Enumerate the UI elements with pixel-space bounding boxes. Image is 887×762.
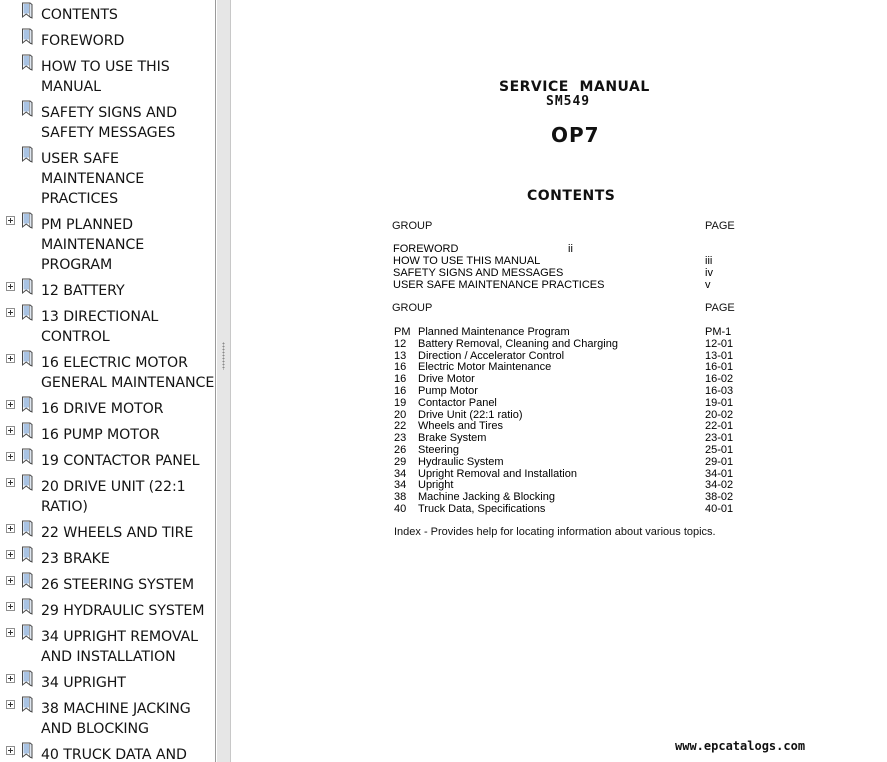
splitter-grip-icon[interactable]	[222, 342, 225, 370]
expand-plus-icon[interactable]	[6, 478, 15, 487]
front-matter-page: v	[705, 279, 711, 291]
bookmark-item[interactable]	[0, 146, 216, 212]
section-page: 13-01	[705, 350, 734, 362]
bookmark-icon	[20, 598, 34, 616]
bookmark-item[interactable]	[0, 448, 216, 474]
panel-splitter[interactable]	[217, 0, 231, 762]
section-page: 12-01	[705, 338, 734, 350]
section-title: Pump Motor	[418, 385, 478, 397]
section-page: 23-01	[705, 432, 734, 444]
bookmark-label[interactable]: 40 TRUCK DATA AND	[41, 747, 187, 762]
bookmark-label[interactable]: HOW TO USE THIS MANUAL	[41, 59, 170, 95]
bookmark-icon	[20, 422, 34, 440]
section-title: Wheels and Tires	[418, 420, 503, 432]
section-code: 20	[394, 409, 407, 421]
bookmark-icon	[20, 304, 34, 322]
bookmark-icon	[20, 2, 34, 20]
manual-number: SM549	[546, 94, 591, 109]
section-code: 40	[394, 503, 407, 515]
bookmark-item[interactable]	[0, 278, 216, 304]
bookmark-label[interactable]: 16 PUMP MOTOR	[41, 427, 160, 443]
index-note[interactable]: Index - Provides help for locating information about various topics.	[394, 526, 716, 538]
contents-heading: CONTENTS	[527, 188, 616, 204]
bookmark-icon	[20, 28, 34, 46]
bookmark-label[interactable]: 38 MACHINE JACKING AND BLOCKING	[41, 701, 191, 737]
bookmark-icon	[20, 742, 34, 760]
section-title: Direction / Accelerator Control	[418, 350, 565, 362]
section-page: 19-01	[705, 397, 734, 409]
page-header: PAGE	[705, 220, 735, 232]
bookmark-label[interactable]: PM PLANNED MAINTENANCE PROGRAM	[41, 217, 145, 273]
section-page: 38-02	[705, 491, 734, 503]
manual-title: SERVICE MANUAL	[499, 79, 650, 95]
bookmark-item[interactable]	[0, 670, 216, 696]
section-code: 16	[394, 361, 407, 373]
group-header: GROUP	[392, 220, 433, 232]
section-code: 26	[394, 444, 407, 456]
bookmark-icon	[20, 146, 34, 164]
group-header-2: GROUP	[392, 302, 433, 314]
expand-plus-icon[interactable]	[6, 400, 15, 409]
section-code: 34	[394, 479, 407, 491]
section-title: Drive Motor	[418, 373, 475, 385]
bookmark-item[interactable]	[0, 350, 216, 396]
bookmark-icon	[20, 278, 34, 296]
expand-plus-icon[interactable]	[6, 628, 15, 637]
bookmark-item[interactable]	[0, 520, 216, 546]
expand-plus-icon[interactable]	[6, 426, 15, 435]
expand-plus-icon[interactable]	[6, 674, 15, 683]
bookmark-icon	[20, 448, 34, 466]
bookmark-item[interactable]	[0, 212, 216, 278]
bookmark-label[interactable]: 22 WHEELS AND TIRE	[41, 525, 194, 541]
bookmark-icon	[20, 572, 34, 590]
section-row[interactable]	[232, 432, 887, 444]
front-matter-title: HOW TO USE THIS MANUAL	[393, 255, 541, 267]
expand-plus-icon[interactable]	[6, 524, 15, 533]
page-header-2: PAGE	[705, 302, 735, 314]
front-matter-row[interactable]	[232, 279, 887, 291]
section-title: Hydraulic System	[418, 456, 504, 468]
bookmark-icon	[20, 396, 34, 414]
section-row[interactable]	[232, 456, 887, 468]
model-name: OP7	[551, 123, 600, 147]
front-matter-page: iv	[705, 267, 713, 279]
bookmark-icon	[20, 546, 34, 564]
section-page: 34-01	[705, 468, 734, 480]
bookmark-label[interactable]: SAFETY SIGNS AND SAFETY MESSAGES	[41, 105, 177, 141]
section-page: 16-02	[705, 373, 734, 385]
bookmark-label[interactable]: 23 BRAKE	[41, 551, 110, 567]
front-matter-title: SAFETY SIGNS AND MESSAGES	[393, 267, 564, 279]
section-code: 16	[394, 385, 407, 397]
bookmark-label[interactable]: 19 CONTACTOR PANEL	[41, 453, 200, 469]
expand-plus-icon[interactable]	[6, 576, 15, 585]
front-matter-title: FOREWORD	[393, 243, 459, 255]
section-row[interactable]	[232, 326, 887, 338]
bookmark-label[interactable]: 20 DRIVE UNIT (22:1 RATIO)	[41, 479, 186, 515]
section-page: 16-03	[705, 385, 734, 397]
section-code: 19	[394, 397, 407, 409]
section-code: 34	[394, 468, 407, 480]
front-matter-title: USER SAFE MAINTENANCE PRACTICES	[393, 279, 605, 291]
bookmark-item[interactable]	[0, 742, 216, 762]
bookmark-item[interactable]	[0, 396, 216, 422]
bookmark-label[interactable]: CONTENTS	[41, 7, 118, 23]
section-title: Steering	[418, 444, 459, 456]
section-page: 20-02	[705, 409, 734, 421]
section-code: 13	[394, 350, 407, 362]
section-code: 12	[394, 338, 407, 350]
expand-plus-icon[interactable]	[6, 452, 15, 461]
document-page	[232, 0, 887, 762]
bookmark-item[interactable]	[0, 422, 216, 448]
bookmark-icon	[20, 696, 34, 714]
front-matter-page: ii	[568, 243, 573, 255]
section-row[interactable]	[232, 373, 887, 385]
expand-plus-icon[interactable]	[6, 746, 15, 755]
bookmark-item[interactable]	[0, 572, 216, 598]
footer-url[interactable]: www.epcatalogs.com	[675, 739, 806, 753]
bookmark-item[interactable]	[0, 100, 216, 146]
section-title: Electric Motor Maintenance	[418, 361, 552, 373]
section-row[interactable]	[232, 397, 887, 409]
bookmark-label[interactable]: FOREWORD	[41, 33, 125, 49]
bookmark-icon	[20, 520, 34, 538]
expand-plus-icon[interactable]	[6, 308, 15, 317]
front-matter-row[interactable]	[232, 255, 887, 267]
section-title: Battery Removal, Cleaning and Charging	[418, 338, 618, 350]
expand-plus-icon[interactable]	[6, 282, 15, 291]
section-row[interactable]	[232, 479, 887, 491]
bookmark-item[interactable]	[0, 598, 216, 624]
bookmark-icon	[20, 474, 34, 492]
section-row[interactable]	[232, 491, 887, 503]
section-row[interactable]	[232, 503, 887, 515]
section-row[interactable]	[232, 385, 887, 397]
bookmark-label[interactable]: 34 UPRIGHT REMOVAL AND INSTALLATION	[41, 629, 198, 665]
section-title: Drive Unit (22:1 ratio)	[418, 409, 523, 421]
bookmark-label[interactable]: 34 UPRIGHT	[41, 675, 126, 691]
section-row[interactable]	[232, 338, 887, 350]
section-page: 29-01	[705, 456, 734, 468]
front-matter-page: iii	[705, 255, 713, 267]
bookmark-item[interactable]	[0, 54, 216, 100]
bookmark-item[interactable]	[0, 2, 216, 28]
section-page: 16-01	[705, 361, 734, 373]
section-title: Upright	[418, 479, 454, 491]
bookmarks-panel	[0, 0, 216, 762]
section-title: Machine Jacking & Blocking	[418, 491, 555, 503]
bookmark-label[interactable]: 16 DRIVE MOTOR	[41, 401, 164, 417]
section-title: Planned Maintenance Program	[418, 326, 570, 338]
section-page: 34-02	[705, 479, 734, 491]
bookmark-item[interactable]	[0, 696, 216, 742]
bookmark-label[interactable]: USER SAFE MAINTENANCE PRACTICES	[41, 151, 145, 207]
bookmark-item[interactable]	[0, 546, 216, 572]
section-row[interactable]	[232, 361, 887, 373]
bookmark-label[interactable]: 12 BATTERY	[41, 283, 125, 299]
bookmark-label[interactable]: 26 STEERING SYSTEM	[41, 577, 195, 593]
section-code: 29	[394, 456, 407, 468]
section-row[interactable]	[232, 444, 887, 456]
bookmark-icon	[20, 350, 34, 368]
section-page: 25-01	[705, 444, 734, 456]
section-page: 40-01	[705, 503, 734, 515]
section-title: Brake System	[418, 432, 487, 444]
section-code: 23	[394, 432, 407, 444]
bookmark-item[interactable]	[0, 474, 216, 520]
section-page: 22-01	[705, 420, 734, 432]
bookmark-item[interactable]	[0, 624, 216, 670]
expand-plus-icon[interactable]	[6, 216, 15, 225]
front-matter-row[interactable]	[232, 267, 887, 279]
section-row[interactable]	[232, 420, 887, 432]
expand-plus-icon[interactable]	[6, 354, 15, 363]
section-code: 38	[394, 491, 407, 503]
bookmark-icon	[20, 54, 34, 72]
section-code: 22	[394, 420, 407, 432]
bookmark-icon	[20, 670, 34, 688]
front-matter-row[interactable]	[232, 243, 887, 255]
bookmark-icon	[20, 624, 34, 642]
section-title: Truck Data, Specifications	[418, 503, 546, 515]
bookmark-icon	[20, 212, 34, 230]
expand-plus-icon[interactable]	[6, 602, 15, 611]
section-code: 16	[394, 373, 407, 385]
bookmark-item[interactable]	[0, 28, 216, 54]
section-code: PM	[394, 326, 411, 338]
bookmark-label[interactable]: 13 DIRECTIONAL CONTROL	[41, 309, 159, 345]
section-title: Contactor Panel	[418, 397, 497, 409]
section-title: Upright Removal and Installation	[418, 468, 577, 480]
expand-plus-icon[interactable]	[6, 550, 15, 559]
section-page: PM-1	[705, 326, 732, 338]
expand-plus-icon[interactable]	[6, 700, 15, 709]
bookmark-item[interactable]	[0, 304, 216, 350]
bookmark-icon	[20, 100, 34, 118]
bookmark-label[interactable]: 16 ELECTRIC MOTOR GENERAL MAINTENANCE	[41, 355, 215, 391]
bookmark-label[interactable]: 29 HYDRAULIC SYSTEM	[41, 603, 205, 619]
